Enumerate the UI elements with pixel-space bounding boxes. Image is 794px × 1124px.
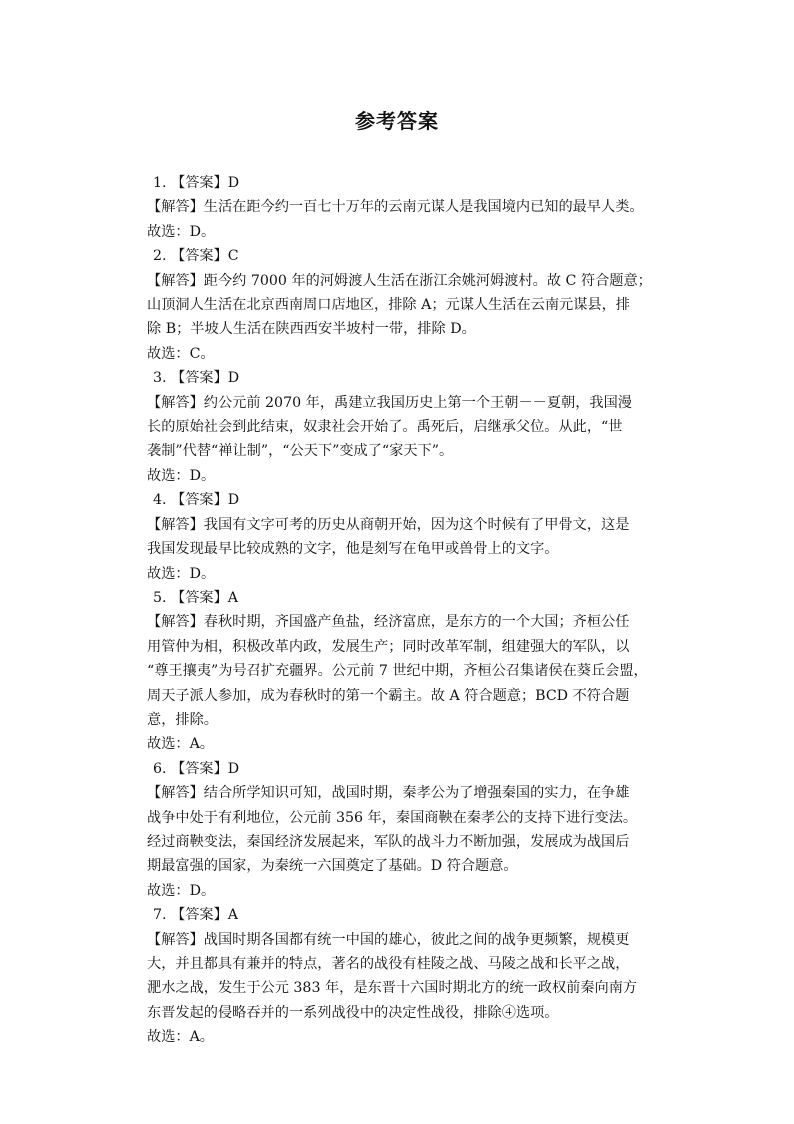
text-line: 我国发现最早比较成熟的文字，他是刻写在龟甲或兽骨上的文字。 (147, 541, 559, 558)
choice-line: 故选：A。 (147, 1029, 214, 1046)
text-line: 淝水之战，发生于公元 383 年，是东晋十六国时期北方的统一政权前秦向南方 (147, 980, 638, 997)
answer-line: 7. 【答案】A (153, 907, 239, 924)
answer-line: 6. 【答案】D (153, 760, 240, 777)
text-line: 周天子派人参加，成为春秋时的第一个霸主。故 A 符合题意；BCD 不符合题 (147, 687, 630, 704)
answer-line: 4. 【答案】D (153, 492, 240, 509)
explanation-line: 【解答】我国有文字可考的历史从商朝开始，因为这个时候有了甲骨文，这是 (147, 516, 630, 533)
text-line: 山顶洞人生活在北京西南周口店地区，排除 A；元谋人生活在云南元谋县，排 (147, 297, 630, 314)
text-line: 除 B；半坡人生活在陕西西安半坡村一带，排除 D。 (147, 321, 476, 338)
text-line: 大，并且都具有兼并的特点，著名的战役有桂陵之战、马陵之战和长平之战， (147, 956, 630, 972)
text-line: “尊王攘夷”为号召扩充疆界。公元前 7 世纪中期，齐桓公召集诸侯在葵丘会盟， (147, 663, 648, 680)
text-line: 用管仲为相，积极改革内政，发展生产；同时改革军制，组建强大的军队，以 (147, 638, 630, 655)
explanation-line: 【解答】结合所学知识可知，战国时期，秦孝公为了增强秦国的实力，在争雄 (147, 785, 630, 802)
answer-key-body (147, 171, 707, 1050)
choice-line: 故选：D。 (147, 882, 216, 899)
text-line: 袭制”代替“禅让制”，“公天下”变成了“家天下”。 (147, 443, 454, 460)
page-title: 参考答案 (355, 109, 439, 133)
answer-line: 3. 【答案】D (153, 370, 240, 387)
choice-line: 故选：D。 (147, 467, 216, 484)
explanation-line: 【解答】生活在距今约一百七十万年的云南元谋人是我国境内已知的最早人类。 (147, 199, 644, 216)
choice-line: 故选：D。 (147, 223, 216, 240)
answer-line: 2. 【答案】C (153, 248, 239, 265)
text-line: 意，排除。 (147, 711, 218, 728)
explanation-line: 【解答】战国时期各国都有统一中国的雄心，彼此之间的战争更频繁，规模更 (147, 931, 630, 948)
choice-line: 故选：A。 (147, 736, 214, 753)
text-line: 期最富强的国家，为秦统一六国奠定了基础。D 符合题意。 (147, 858, 518, 875)
answer-line: 1. 【答案】D (153, 175, 240, 191)
explanation-line: 【解答】约公元前 2070 年，禹建立我国历史上第一个王朝－－夏朝，我国漫 (147, 394, 632, 411)
text-line: 经过商鞅变法，秦国经济发展起来，军队的战斗力不断加强，发展成为战国后 (147, 833, 630, 850)
text-line: 长的原始社会到此结束，奴隶社会开始了。禹死后，启继承父位。从此，“世 (147, 419, 623, 436)
choice-line: 故选：C。 (147, 345, 215, 362)
explanation-line: 【解答】距今约 7000 年的河姆渡人生活在浙江余姚河姆渡村。故 C 符合题意； (147, 272, 652, 289)
text-line: 战争中处于有利地位，公元前 356 年，秦国商鞅在秦孝公的支持下进行变法。 (147, 809, 638, 826)
explanation-line: 【解答】春秋时期，齐国盛产鱼盐，经济富庶，是东方的一个大国；齐桓公任 (147, 614, 630, 631)
choice-line: 故选：D。 (147, 565, 216, 582)
text-line: 东晋发起的侵略吞并的一系列战役中的决定性战役，排除④选项。 (147, 1004, 559, 1021)
answer-line: 5. 【答案】A (153, 589, 239, 606)
